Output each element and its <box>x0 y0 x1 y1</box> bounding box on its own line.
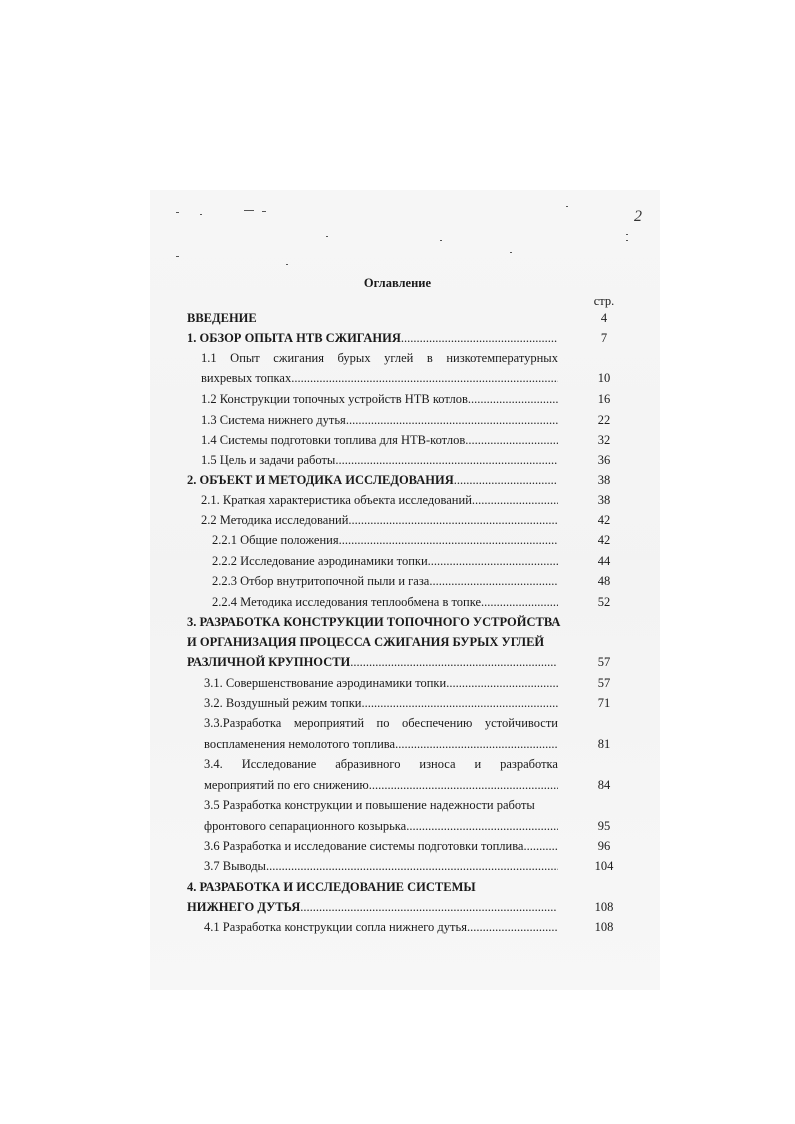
toc-entry-title: 3.1. Совершенствование аэродинамики топки <box>204 676 447 690</box>
toc-entry-chapter-3-line1[interactable] <box>187 612 587 632</box>
toc-entry-title: И ОРГАНИЗАЦИЯ ПРОЦЕССА СЖИГАНИЯ БУРЫХ УГЛЕЙ <box>187 635 545 649</box>
toc-entry-3-7[interactable] <box>204 856 558 876</box>
toc-entry-title: 1. ОБЗОР ОПЫТА НТВ СЖИГАНИЯ <box>187 331 401 345</box>
toc-entry-3-5-line1[interactable] <box>204 795 564 815</box>
toc-entry-title: 2.2.1 Общие положения <box>212 533 339 547</box>
toc-entry-chapter-4-line1[interactable] <box>187 877 587 897</box>
toc-entry-title: 1.4 Системы подготовки топлива для НТВ-котлов <box>201 433 466 447</box>
toc-entry-2-2-1[interactable] <box>212 530 558 550</box>
toc-entry-3-3-line1[interactable] <box>204 713 558 733</box>
toc-entry-page: 32 <box>597 433 611 447</box>
toc-entry-title: вихревых топках <box>201 371 292 385</box>
toc-entry-1-2[interactable] <box>201 389 558 409</box>
toc-title: Оглавление <box>363 276 432 290</box>
word: в <box>426 351 433 365</box>
toc-entry-2-2-3[interactable] <box>212 571 558 591</box>
toc-entry-title: фронтового сепарационного козырька <box>204 819 407 833</box>
word: обеспечению <box>402 716 473 730</box>
toc-entry-1-3[interactable] <box>201 410 558 430</box>
toc-entry-2-2-4[interactable] <box>212 592 558 612</box>
toc-entry-page: 48 <box>597 574 611 588</box>
toc-entry-chapter-1[interactable] <box>187 328 557 348</box>
toc-entry-2-1[interactable] <box>201 490 558 510</box>
word: углей <box>384 351 414 365</box>
toc-entry-title: 3. РАЗРАБОТКА КОНСТРУКЦИИ ТОПОЧНОГО УСТРОЙСТВА <box>187 615 561 629</box>
toc-entry-3-2[interactable] <box>204 693 558 713</box>
word: разработка <box>500 757 558 771</box>
toc-entry-page: 42 <box>597 533 611 547</box>
toc-entry-3-5-line2[interactable] <box>204 816 558 836</box>
toc-entry-title: 2. ОБЪЕКТ И МЕТОДИКА ИССЛЕДОВАНИЯ <box>187 473 454 487</box>
page-number: 2 <box>634 208 642 225</box>
toc-entry-page: 96 <box>597 839 611 853</box>
toc-entry-page: 38 <box>597 493 611 507</box>
toc-entry-title: 4.1 Разработка конструкции сопла нижнего дутья <box>204 920 467 934</box>
toc-entry-title: 3.5 Разработка конструкции и повышение надежности работы <box>204 798 535 812</box>
word: по <box>376 716 390 730</box>
word: сжигания <box>273 351 324 365</box>
toc-entry-title: 2.1. Краткая характеристика объекта исследований <box>201 493 472 507</box>
word: 3.4. <box>204 757 223 771</box>
toc-entry-title: 4. РАЗРАБОТКА И ИССЛЕДОВАНИЕ СИСТЕМЫ <box>187 880 476 894</box>
word: и <box>474 757 482 771</box>
word: мероприятий <box>293 716 365 730</box>
toc-entry-page: 84 <box>597 778 611 792</box>
toc-entry-3-1[interactable] <box>204 673 558 693</box>
toc-entry-page: 42 <box>597 513 611 527</box>
toc-entry-chapter-2[interactable] <box>187 470 557 490</box>
toc-entry-page: 44 <box>597 554 611 568</box>
word: низкотемпературных <box>446 351 558 365</box>
word: Опыт <box>230 351 260 365</box>
toc-entry-page: 95 <box>597 819 611 833</box>
toc-entry-page: 7 <box>600 331 608 345</box>
toc-entry-2-2-2[interactable] <box>212 551 558 571</box>
toc-entry-page: 108 <box>594 920 614 934</box>
toc-entry-title: воспламенения немолотого топлива <box>204 737 396 751</box>
toc-entry-page: 16 <box>597 392 611 406</box>
toc-entry-title: НИЖНЕГО ДУТЬЯ <box>187 900 301 914</box>
toc-entry-chapter-3-line3[interactable] <box>187 652 557 672</box>
toc-entry-page: 71 <box>597 696 611 710</box>
word: 1.1 <box>201 351 217 365</box>
toc-entry-title: мероприятий по его снижению <box>204 778 369 792</box>
toc-entry-page: 57 <box>597 676 611 690</box>
toc-entry-page: 36 <box>597 453 611 467</box>
word: 3.3.Разработка <box>204 716 282 730</box>
toc-entry-title: 3.2. Воздушный режим топки <box>204 696 362 710</box>
toc-entry-page: 81 <box>597 737 611 751</box>
toc-entry-page: 4 <box>600 311 608 325</box>
toc-entry-4-1[interactable] <box>204 917 558 937</box>
word: устойчивости <box>484 716 558 730</box>
toc-entry-title: 1.3 Система нижнего дутья <box>201 413 346 427</box>
toc-entry-page: 52 <box>597 595 611 609</box>
toc-entry-intro[interactable] <box>187 308 557 328</box>
toc-entry-page: 104 <box>594 859 614 873</box>
toc-entry-chapter-4-line2[interactable] <box>187 897 557 917</box>
toc-entry-1-1-line2[interactable] <box>201 368 558 388</box>
toc-entry-title: РАЗЛИЧНОЙ КРУПНОСТИ <box>187 655 351 669</box>
toc-entry-page: 108 <box>594 900 614 914</box>
toc-entry-page: 57 <box>597 655 611 669</box>
toc-entry-1-1-line1[interactable] <box>201 348 558 368</box>
word: бурых <box>337 351 371 365</box>
toc-entry-title: 2.2 Методика исследований <box>201 513 349 527</box>
toc-entry-title: 3.6 Разработка и исследование системы подготовки топлива <box>204 839 524 853</box>
toc-entry-page: 10 <box>597 371 611 385</box>
toc-entry-3-3-line2[interactable] <box>204 734 558 754</box>
word: износа <box>419 757 456 771</box>
toc-entry-title: 1.2 Конструкции топочных устройств НТВ котлов <box>201 392 468 406</box>
word: абразивного <box>335 757 401 771</box>
toc-entry-title: ВВЕДЕНИЕ <box>187 311 257 325</box>
toc-entry-3-6[interactable] <box>204 836 558 856</box>
toc-entry-page: 22 <box>597 413 611 427</box>
toc-entry-title: 2.2.2 Исследование аэродинамики топки <box>212 554 428 568</box>
toc-entry-title: 3.7 Выводы <box>204 859 266 873</box>
toc-entry-2-2[interactable] <box>201 510 558 530</box>
page-column-label: стр. <box>593 294 615 308</box>
toc-entry-3-4-line2[interactable] <box>204 775 558 795</box>
toc-entry-title: 2.2.4 Методика исследования теплообмена в топке <box>212 595 482 609</box>
toc-entry-3-4-line1[interactable] <box>204 754 558 774</box>
toc-entry-page: 38 <box>597 473 611 487</box>
toc-entry-title: 1.5 Цель и задачи работы <box>201 453 336 467</box>
toc-entry-title: 2.2.3 Отбор внутритопочной пыли и газа <box>212 574 430 588</box>
toc-entry-chapter-3-line2[interactable] <box>187 632 587 652</box>
toc-entry-1-5[interactable] <box>201 450 558 470</box>
toc-entry-1-4[interactable] <box>201 430 558 450</box>
word: Исследование <box>241 757 317 771</box>
